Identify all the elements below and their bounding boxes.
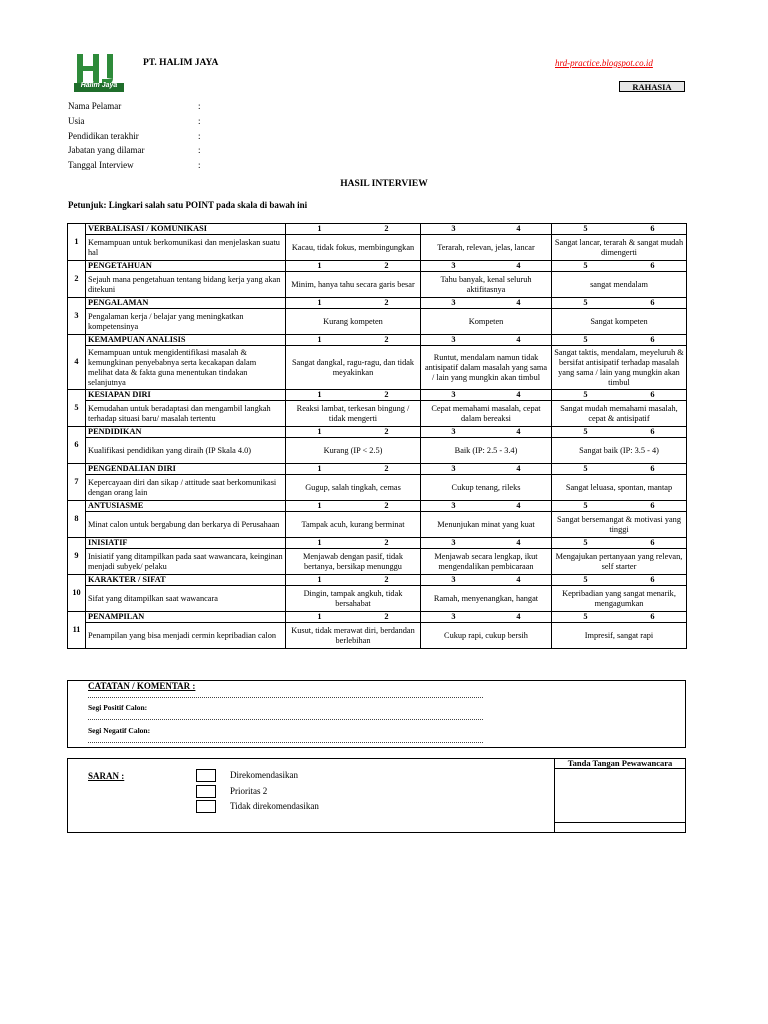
field-colon[interactable]: : [198,116,201,126]
criterion-number: 9 [68,538,86,575]
scale-point[interactable]: 1 [317,390,322,399]
scale-low[interactable] [286,501,421,512]
high-descriptor: Mengajukan pertanyaan yang relevan, self starter [552,549,687,575]
criterion-name: PENAMPILAN [86,612,286,623]
scale-mid[interactable] [421,335,552,346]
criterion-number: 11 [68,612,86,649]
priority2-label: Prioritas 2 [230,786,268,796]
scale-point[interactable]: 3 [451,501,456,510]
scale-point[interactable]: 5 [583,224,588,233]
criterion-detail-row [68,512,687,538]
scale-point[interactable]: 1 [317,501,322,510]
scale-point[interactable]: 5 [583,335,588,344]
criterion-name: ANTUSIASME [86,501,286,512]
confidential-badge: RAHASIA [619,81,685,92]
scale-high[interactable] [552,538,687,549]
scale-point[interactable]: 1 [317,261,322,270]
instruction-text: : Lingkari salah satu POINT pada skala di bawah ini [103,200,308,210]
scale-low[interactable] [286,538,421,549]
criterion-name: PENGALAMAN [86,298,286,309]
scale-point[interactable]: 4 [516,335,521,344]
recommended-checkbox[interactable] [196,769,216,782]
scale-point[interactable]: 2 [384,575,389,584]
high-descriptor: Sangat mudah memahami masalah, cepat & antisipatif [552,401,687,427]
criterion-header-row [68,538,687,549]
criterion-header-row [68,298,687,309]
not-recommended-label: Tidak direkomendasikan [230,801,319,811]
criterion-detail-row [68,309,687,335]
scale-point[interactable]: 1 [317,538,322,547]
criterion-header-row [68,335,687,346]
scale-low[interactable] [286,390,421,401]
scale-mid[interactable] [421,261,552,272]
scale-high[interactable] [552,427,687,438]
scale-point[interactable]: 3 [451,261,456,270]
mid-descriptor: Menunjukan minat yang kuat [421,512,552,538]
mid-descriptor: Kompeten [421,309,552,335]
company-logo [74,53,124,92]
scale-point[interactable]: 4 [516,612,521,621]
field-colon[interactable]: : [198,160,201,170]
mid-descriptor: Baik (IP: 2.5 - 3.4) [421,438,552,464]
criterion-description: Kualifikasi pendidikan yang diraih (IP Skala 4.0) [86,438,286,464]
field-colon[interactable]: : [198,145,201,155]
scale-point[interactable]: 4 [516,501,521,510]
field-label: Tanggal Interview [68,160,134,170]
criterion-description: Penampilan yang bisa menjadi cermin kepribadian calon [86,623,286,649]
criterion-description: Kepercayaan diri dan sikap / attitude saat berkomunikasi dengan orang lain [86,475,286,501]
criterion-number: 7 [68,464,86,501]
scale-mid[interactable] [421,612,552,623]
scale-point[interactable]: 4 [516,427,521,436]
scale-high[interactable] [552,390,687,401]
criterion-header-row [68,464,687,475]
scale-point[interactable]: 1 [317,224,322,233]
low-descriptor: Kurang kompeten [286,309,421,335]
high-descriptor: Sangat baik (IP: 3.5 - 4) [552,438,687,464]
field-label: Jabatan yang dilamar [68,145,145,155]
scale-point[interactable]: 6 [650,335,655,344]
scale-point[interactable]: 4 [516,390,521,399]
scale-point[interactable]: 6 [650,224,655,233]
low-descriptor: Dingin, tampak angkuh, tidak bersahabat [286,586,421,612]
criterion-number: 1 [68,224,86,261]
low-descriptor: Kusut, tidak merawat diri, berdandan berlebihan [286,623,421,649]
scale-mid[interactable] [421,575,552,586]
criterion-number: 10 [68,575,86,612]
blog-link[interactable]: hrd-practice.blogspot.co.id [555,58,653,68]
mid-descriptor: Runtut, mendalam namun tidak antisipatif dalam masalah yang sama / lain yang mungkin akan timbul [421,346,552,390]
criterion-header-row [68,224,687,235]
scale-low[interactable] [286,261,421,272]
recommended-label: Direkomendasikan [230,770,298,780]
scale-point[interactable]: 3 [451,575,456,584]
criterion-header-row [68,261,687,272]
scale-mid[interactable] [421,501,552,512]
field-label: Nama Pelamar [68,101,122,111]
criterion-number: 6 [68,427,86,464]
mid-descriptor: Terarah, relevan, jelas, lancar [421,235,552,261]
criterion-name: KARAKTER / SIFAT [86,575,286,586]
criterion-detail-row [68,346,687,390]
low-descriptor: Tampak acuh, kurang berminat [286,512,421,538]
comment-title: CATATAN / KOMENTAR : [88,681,196,691]
low-descriptor: Menjawab dengan pasif, tidak bertanya, bersikap menunggu [286,549,421,575]
scale-point[interactable]: 2 [384,427,389,436]
criterion-description: Kemampuan untuk berkomunikasi dan menjelaskan suatu hal [86,235,286,261]
scale-mid[interactable] [421,390,552,401]
scale-point[interactable]: 6 [650,261,655,270]
low-descriptor: Minim, hanya tahu secara garis besar [286,272,421,298]
high-descriptor: Sangat lancar, terarah & sangat mudah dimengerti [552,235,687,261]
criteria-table [67,223,687,649]
scale-high[interactable] [552,575,687,586]
recommendation-title: SARAN : [88,771,125,781]
positive-label: Segi Positif Calon: [88,703,148,712]
scale-point[interactable]: 1 [317,612,322,621]
scale-point[interactable]: 1 [317,298,322,307]
mid-descriptor: Cepat memahami masalah, cepat dalam bereaksi [421,401,552,427]
scale-point[interactable]: 5 [583,538,588,547]
criterion-detail-row [68,401,687,427]
scale-high[interactable] [552,501,687,512]
scale-low[interactable] [286,427,421,438]
scale-low[interactable] [286,575,421,586]
scale-point[interactable]: 1 [317,464,322,473]
field-colon[interactable]: : [198,101,201,111]
scale-point[interactable]: 3 [451,427,456,436]
mid-descriptor: Cukup rapi, cukup bersih [421,623,552,649]
criterion-description: Minat calon untuk bergabung dan berkarya di Perusahaan [86,512,286,538]
field-label: Usia [68,116,85,126]
criterion-name: KEMAMPUAN ANALISIS [86,335,286,346]
low-descriptor: Kacau, tidak fokus, membingungkan [286,235,421,261]
scale-point[interactable]: 6 [650,298,655,307]
scale-point[interactable]: 5 [583,298,588,307]
scale-point[interactable]: 2 [384,390,389,399]
criterion-number: 4 [68,335,86,390]
mid-descriptor: Ramah, menyenangkan, hangat [421,586,552,612]
scale-point[interactable]: 4 [516,298,521,307]
scale-mid[interactable] [421,224,552,235]
scale-point[interactable]: 2 [384,464,389,473]
positive-line[interactable] [88,719,483,720]
scale-point[interactable]: 6 [650,575,655,584]
scale-point[interactable]: 1 [317,335,322,344]
criterion-number: 8 [68,501,86,538]
criterion-name: PENDIDIKAN [86,427,286,438]
scale-point[interactable]: 3 [451,464,456,473]
scale-point[interactable]: 1 [317,427,322,436]
scale-high[interactable] [552,224,687,235]
logo-text: Halim Jaya [80,82,118,89]
criterion-header-row [68,612,687,623]
scale-low[interactable] [286,464,421,475]
criterion-detail-row [68,438,687,464]
criterion-detail-row [68,623,687,649]
not-recommended-checkbox[interactable] [196,800,216,813]
criterion-detail-row [68,272,687,298]
scale-point[interactable]: 5 [583,261,588,270]
criterion-name: KESIAPAN DIRI [86,390,286,401]
scale-point[interactable]: 6 [650,464,655,473]
criterion-number: 5 [68,390,86,427]
criterion-name: PENGENDALIAN DIRI [86,464,286,475]
high-descriptor: Sangat kompeten [552,309,687,335]
high-descriptor: sangat mendalam [552,272,687,298]
criterion-description: Kemudahan untuk beradaptasi dan mengambil langkah terhadap situasi baru/ masalah tertentu [86,401,286,427]
mid-descriptor: Cukup tenang, rileks [421,475,552,501]
scale-point[interactable]: 4 [516,575,521,584]
instruction [68,200,307,210]
criterion-header-row [68,390,687,401]
criterion-name: VERBALISASI / KOMUNIKASI [86,224,286,235]
priority2-checkbox[interactable] [196,785,216,798]
scale-point[interactable]: 6 [650,501,655,510]
high-descriptor: Kepribadian yang sangat menarik, mengagumkan [552,586,687,612]
field-colon[interactable]: : [198,131,201,141]
scale-point[interactable]: 6 [650,390,655,399]
scale-point[interactable]: 3 [451,298,456,307]
scale-low[interactable] [286,298,421,309]
scale-point[interactable]: 5 [583,575,588,584]
criterion-detail-row [68,235,687,261]
scale-low[interactable] [286,612,421,623]
comment-line[interactable] [88,697,483,698]
scale-point[interactable]: 2 [384,538,389,547]
criterion-description: Sifat yang ditampilkan saat wawancara [86,586,286,612]
criterion-name: INISIATIF [86,538,286,549]
scale-point[interactable]: 2 [384,261,389,270]
scale-mid[interactable] [421,427,552,438]
scale-point[interactable]: 3 [451,335,456,344]
signature-title: Tanda Tangan Pewawancara [554,758,686,769]
low-descriptor: Sangat dangkal, ragu-ragu, dan tidak meyakinkan [286,346,421,390]
scale-point[interactable]: 6 [650,612,655,621]
signature-divider [554,822,686,823]
criterion-name: PENGETAHUAN [86,261,286,272]
high-descriptor: Sangat leluasa, spontan, mantap [552,475,687,501]
page-title: HASIL INTERVIEW [340,179,428,189]
criterion-description: Inisiatif yang ditampilkan pada saat wawancara, keinginan menjadi subyek/ pelaku [86,549,286,575]
scale-point[interactable]: 2 [384,335,389,344]
scale-point[interactable]: 6 [650,427,655,436]
mid-descriptor: Tahu banyak, kenal seluruh aktifitasnya [421,272,552,298]
scale-point[interactable]: 5 [583,464,588,473]
high-descriptor: Sangat bersemangat & motivasi yang tinggi [552,512,687,538]
scale-point[interactable]: 2 [384,224,389,233]
scale-point[interactable]: 1 [317,575,322,584]
criterion-header-row [68,575,687,586]
criterion-description: Pengalaman kerja / belajar yang meningkatkan kompetensinya [86,309,286,335]
criterion-detail-row [68,475,687,501]
scale-point[interactable]: 4 [516,261,521,270]
criterion-detail-row [68,586,687,612]
criterion-header-row [68,427,687,438]
mid-descriptor: Menjawab secara lengkap, ikut mengendalikan pembicaraan [421,549,552,575]
scale-high[interactable] [552,261,687,272]
scale-point[interactable]: 3 [451,612,456,621]
instruction-prefix: Petunjuk [68,200,104,210]
scale-point[interactable]: 3 [451,224,456,233]
scale-point[interactable]: 5 [583,501,588,510]
scale-point[interactable]: 4 [516,464,521,473]
scale-high[interactable] [552,612,687,623]
scale-point[interactable]: 6 [650,538,655,547]
scale-point[interactable]: 2 [384,612,389,621]
criterion-number: 3 [68,298,86,335]
scale-point[interactable]: 5 [583,390,588,399]
criterion-detail-row [68,549,687,575]
field-label: Pendidikan terakhir [68,131,139,141]
low-descriptor: Gugup, salah tingkah, cemas [286,475,421,501]
scale-point[interactable]: 4 [516,538,521,547]
company-name: PT. HALIM JAYA [143,58,219,68]
scale-point[interactable]: 4 [516,224,521,233]
scale-point[interactable]: 3 [451,390,456,399]
scale-mid[interactable] [421,464,552,475]
negative-label: Segi Negatif Calon: [88,726,151,735]
scale-point[interactable]: 5 [583,427,588,436]
scale-point[interactable]: 2 [384,501,389,510]
criterion-description: Sejauh mana pengetahuan tentang bidang kerja yang akan ditekuni [86,272,286,298]
high-descriptor: Impresif, sangat rapi [552,623,687,649]
scale-high[interactable] [552,335,687,346]
criterion-number: 2 [68,261,86,298]
low-descriptor: Kurang (IP < 2.5) [286,438,421,464]
negative-line[interactable] [88,742,483,743]
scale-mid[interactable] [421,538,552,549]
scale-mid[interactable] [421,298,552,309]
scale-high[interactable] [552,298,687,309]
scale-high[interactable] [552,464,687,475]
scale-point[interactable]: 5 [583,612,588,621]
high-descriptor: Sangat taktis, mendalam, meyeluruh & bersifat antisipatif terhadap masalah yang sama / lain yang mungkin akan timbul [552,346,687,390]
scale-low[interactable] [286,224,421,235]
scale-low[interactable] [286,335,421,346]
criterion-header-row [68,501,687,512]
low-descriptor: Reaksi lambat, terkesan bingung / tidak mengerti [286,401,421,427]
scale-point[interactable]: 3 [451,538,456,547]
scale-point[interactable]: 2 [384,298,389,307]
criterion-description: Kemampuan untuk mengidentifikasi masalah & kemungkinan penyebabnya serta kecakapan dalam melihat data & fakta guna menentukan tindakan selanjutnya [86,346,286,390]
